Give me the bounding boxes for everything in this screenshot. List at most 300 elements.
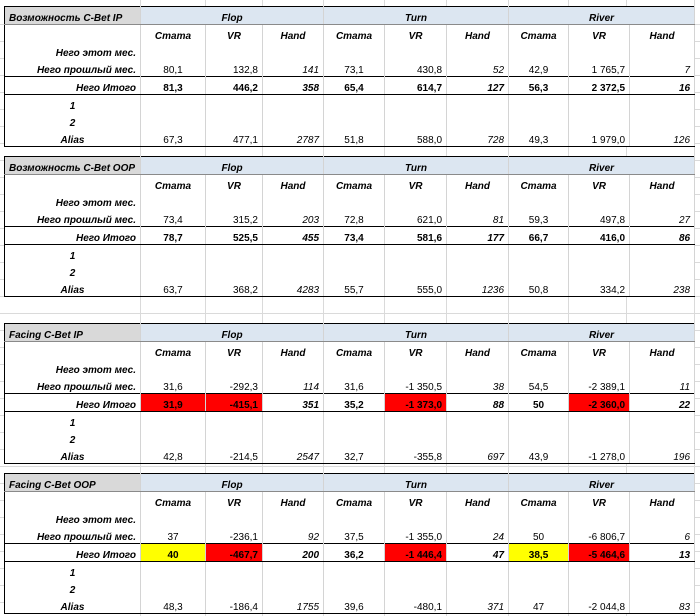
data-cell[interactable] — [206, 509, 263, 526]
data-cell[interactable]: 127 — [447, 77, 509, 95]
data-cell[interactable] — [263, 262, 324, 279]
data-cell[interactable]: 38 — [447, 376, 509, 394]
street-header[interactable]: Flop — [141, 474, 324, 492]
row-label[interactable]: 2 — [5, 429, 141, 446]
data-cell[interactable]: 27 — [630, 209, 695, 227]
data-cell[interactable]: -1 350,5 — [385, 376, 447, 394]
data-cell[interactable]: -236,1 — [206, 526, 263, 544]
data-cell[interactable]: 73,1 — [324, 59, 385, 77]
data-cell[interactable]: 47 — [447, 544, 509, 562]
subheader-hand[interactable]: Hand — [447, 342, 509, 360]
data-cell[interactable] — [447, 245, 509, 263]
street-header[interactable]: Flop — [141, 157, 324, 175]
data-cell[interactable]: 126 — [630, 129, 695, 147]
data-cell[interactable] — [630, 95, 695, 113]
data-cell[interactable]: 13 — [630, 544, 695, 562]
data-cell[interactable] — [324, 95, 385, 113]
data-cell[interactable]: 141 — [263, 59, 324, 77]
subheader-stata[interactable]: Стата — [509, 492, 569, 510]
data-cell[interactable] — [263, 579, 324, 596]
data-cell[interactable] — [569, 359, 630, 376]
data-cell[interactable]: 114 — [263, 376, 324, 394]
data-cell[interactable]: 4283 — [263, 279, 324, 297]
data-cell[interactable] — [447, 95, 509, 113]
data-cell[interactable]: -355,8 — [385, 446, 447, 464]
block-title[interactable]: Facing C-Bet OOP — [5, 474, 141, 492]
data-cell[interactable]: 92 — [263, 526, 324, 544]
subheader-hand[interactable]: Hand — [447, 175, 509, 193]
subheader-blank[interactable] — [5, 175, 141, 193]
data-cell[interactable] — [263, 412, 324, 430]
street-header[interactable]: Turn — [324, 7, 509, 25]
subheader-vr[interactable]: VR — [206, 175, 263, 193]
data-cell[interactable] — [324, 192, 385, 209]
data-cell[interactable]: -186,4 — [206, 596, 263, 614]
data-cell[interactable] — [509, 192, 569, 209]
data-cell[interactable] — [569, 245, 630, 263]
subheader-hand[interactable]: Hand — [447, 492, 509, 510]
data-cell[interactable] — [630, 562, 695, 580]
data-cell[interactable]: 40 — [141, 544, 206, 562]
data-cell[interactable]: 200 — [263, 544, 324, 562]
data-cell[interactable] — [447, 509, 509, 526]
row-label[interactable]: Него прошлый мес. — [5, 526, 141, 544]
data-cell[interactable] — [206, 245, 263, 263]
subheader-stata[interactable]: Стата — [141, 342, 206, 360]
data-cell[interactable]: 32,7 — [324, 446, 385, 464]
row-label[interactable]: Него Итого — [5, 77, 141, 95]
subheader-stata[interactable]: Стата — [324, 175, 385, 193]
street-header[interactable]: Turn — [324, 474, 509, 492]
data-cell[interactable]: 48,3 — [141, 596, 206, 614]
data-cell[interactable]: -2 360,0 — [569, 394, 630, 412]
data-cell[interactable]: -467,7 — [206, 544, 263, 562]
data-cell[interactable] — [324, 359, 385, 376]
data-cell[interactable] — [206, 42, 263, 59]
data-cell[interactable] — [630, 429, 695, 446]
data-cell[interactable] — [509, 112, 569, 129]
data-cell[interactable]: 50 — [509, 526, 569, 544]
data-cell[interactable] — [324, 245, 385, 263]
data-cell[interactable] — [447, 359, 509, 376]
street-header[interactable]: Flop — [141, 324, 324, 342]
data-cell[interactable]: 63,7 — [141, 279, 206, 297]
data-cell[interactable]: 67,3 — [141, 129, 206, 147]
subheader-hand[interactable]: Hand — [630, 175, 695, 193]
data-cell[interactable]: 81 — [447, 209, 509, 227]
subheader-hand[interactable]: Hand — [263, 175, 324, 193]
data-cell[interactable] — [141, 579, 206, 596]
data-cell[interactable] — [324, 562, 385, 580]
data-cell[interactable] — [385, 192, 447, 209]
data-cell[interactable] — [206, 412, 263, 430]
data-cell[interactable]: 73,4 — [324, 227, 385, 245]
subheader-vr[interactable]: VR — [385, 342, 447, 360]
data-cell[interactable] — [206, 262, 263, 279]
data-cell[interactable] — [206, 429, 263, 446]
subheader-vr[interactable]: VR — [385, 175, 447, 193]
row-label[interactable]: Alias — [5, 446, 141, 464]
data-cell[interactable] — [385, 112, 447, 129]
subheader-vr[interactable]: VR — [385, 492, 447, 510]
data-cell[interactable] — [141, 262, 206, 279]
data-cell[interactable]: 36,2 — [324, 544, 385, 562]
data-cell[interactable] — [569, 192, 630, 209]
data-cell[interactable] — [141, 245, 206, 263]
subheader-vr[interactable]: VR — [569, 342, 630, 360]
data-cell[interactable]: 39,6 — [324, 596, 385, 614]
subheader-stata[interactable]: Стата — [141, 175, 206, 193]
data-cell[interactable]: -1 355,0 — [385, 526, 447, 544]
data-cell[interactable]: 47 — [509, 596, 569, 614]
subheader-vr[interactable]: VR — [206, 492, 263, 510]
data-cell[interactable]: 54,5 — [509, 376, 569, 394]
data-cell[interactable] — [569, 95, 630, 113]
data-cell[interactable] — [324, 412, 385, 430]
data-cell[interactable] — [141, 359, 206, 376]
data-cell[interactable]: 42,8 — [141, 446, 206, 464]
data-cell[interactable] — [206, 579, 263, 596]
row-label[interactable]: 2 — [5, 262, 141, 279]
data-cell[interactable]: 477,1 — [206, 129, 263, 147]
street-header[interactable]: Flop — [141, 7, 324, 25]
data-cell[interactable] — [630, 579, 695, 596]
data-cell[interactable]: 7 — [630, 59, 695, 77]
data-cell[interactable]: 52 — [447, 59, 509, 77]
row-label[interactable]: Alias — [5, 129, 141, 147]
street-header[interactable]: River — [509, 7, 695, 25]
subheader-hand[interactable]: Hand — [630, 25, 695, 43]
data-cell[interactable]: 196 — [630, 446, 695, 464]
data-cell[interactable]: 50 — [509, 394, 569, 412]
subheader-vr[interactable]: VR — [569, 175, 630, 193]
subheader-stata[interactable]: Стата — [324, 492, 385, 510]
row-label[interactable]: 1 — [5, 245, 141, 263]
data-cell[interactable] — [324, 112, 385, 129]
data-cell[interactable]: 2787 — [263, 129, 324, 147]
subheader-vr[interactable]: VR — [569, 25, 630, 43]
data-cell[interactable]: 2547 — [263, 446, 324, 464]
data-cell[interactable] — [206, 95, 263, 113]
row-label[interactable]: Него прошлый мес. — [5, 209, 141, 227]
data-cell[interactable]: 38,5 — [509, 544, 569, 562]
data-cell[interactable] — [630, 412, 695, 430]
data-cell[interactable]: 728 — [447, 129, 509, 147]
data-cell[interactable]: 238 — [630, 279, 695, 297]
block-title[interactable]: Facing C-Bet IP — [5, 324, 141, 342]
stat-table — [4, 473, 695, 614]
data-cell[interactable]: 59,3 — [509, 209, 569, 227]
data-cell[interactable]: 588,0 — [385, 129, 447, 147]
data-cell[interactable]: 1236 — [447, 279, 509, 297]
data-cell[interactable] — [447, 412, 509, 430]
subheader-vr[interactable]: VR — [385, 25, 447, 43]
row-label[interactable]: Него прошлый мес. — [5, 59, 141, 77]
data-cell[interactable]: -480,1 — [385, 596, 447, 614]
data-cell[interactable] — [263, 95, 324, 113]
row-label[interactable]: 1 — [5, 95, 141, 113]
data-cell[interactable]: -1 373,0 — [385, 394, 447, 412]
data-cell[interactable]: 88 — [447, 394, 509, 412]
data-cell[interactable]: 31,9 — [141, 394, 206, 412]
data-cell[interactable] — [324, 579, 385, 596]
subheader-blank[interactable] — [5, 25, 141, 43]
data-cell[interactable]: 56,3 — [509, 77, 569, 95]
street-header[interactable]: River — [509, 474, 695, 492]
subheader-hand[interactable]: Hand — [630, 342, 695, 360]
data-cell[interactable] — [569, 412, 630, 430]
row-label[interactable]: Него этот мес. — [5, 359, 141, 376]
data-cell[interactable]: 31,6 — [141, 376, 206, 394]
data-cell[interactable]: 1 765,7 — [569, 59, 630, 77]
data-cell[interactable] — [263, 562, 324, 580]
data-cell[interactable]: 132,8 — [206, 59, 263, 77]
row-label[interactable]: Alias — [5, 279, 141, 297]
subheader-stata[interactable]: Стата — [509, 342, 569, 360]
subheader-vr[interactable]: VR — [206, 25, 263, 43]
data-cell[interactable]: 51,8 — [324, 129, 385, 147]
data-cell[interactable] — [630, 42, 695, 59]
subheader-hand[interactable]: Hand — [630, 492, 695, 510]
data-cell[interactable] — [385, 262, 447, 279]
data-cell[interactable]: 203 — [263, 209, 324, 227]
row-label[interactable]: 2 — [5, 112, 141, 129]
subheader-blank[interactable] — [5, 342, 141, 360]
data-cell[interactable] — [385, 42, 447, 59]
data-cell[interactable] — [206, 112, 263, 129]
subheader-hand[interactable]: Hand — [447, 25, 509, 43]
data-cell[interactable] — [509, 429, 569, 446]
row-label[interactable]: Него этот мес. — [5, 192, 141, 209]
data-cell[interactable]: 430,8 — [385, 59, 447, 77]
data-cell[interactable] — [385, 429, 447, 446]
data-cell[interactable]: 334,2 — [569, 279, 630, 297]
data-cell[interactable]: 80,1 — [141, 59, 206, 77]
data-cell[interactable] — [385, 412, 447, 430]
data-cell[interactable]: 446,2 — [206, 77, 263, 95]
data-cell[interactable] — [141, 112, 206, 129]
data-cell[interactable]: -2 044,8 — [569, 596, 630, 614]
data-cell[interactable] — [509, 359, 569, 376]
subheader-stata[interactable]: Стата — [141, 492, 206, 510]
subheader-stata[interactable]: Стата — [324, 25, 385, 43]
data-cell[interactable] — [509, 509, 569, 526]
data-cell[interactable] — [569, 579, 630, 596]
data-cell[interactable]: 455 — [263, 227, 324, 245]
data-cell[interactable]: 416,0 — [569, 227, 630, 245]
data-cell[interactable] — [569, 429, 630, 446]
row-label[interactable]: 1 — [5, 412, 141, 430]
street-header[interactable]: Turn — [324, 157, 509, 175]
data-cell[interactable]: -2 389,1 — [569, 376, 630, 394]
row-label[interactable]: 2 — [5, 579, 141, 596]
data-cell[interactable] — [447, 192, 509, 209]
row-label[interactable]: Alias — [5, 596, 141, 614]
data-cell[interactable] — [509, 412, 569, 430]
data-cell[interactable] — [141, 509, 206, 526]
data-cell[interactable] — [324, 429, 385, 446]
data-cell[interactable]: 81,3 — [141, 77, 206, 95]
data-cell[interactable] — [141, 42, 206, 59]
data-cell[interactable]: 497,8 — [569, 209, 630, 227]
data-cell[interactable] — [569, 112, 630, 129]
data-cell[interactable]: 83 — [630, 596, 695, 614]
data-cell[interactable]: 50,8 — [509, 279, 569, 297]
data-cell[interactable] — [509, 262, 569, 279]
data-cell[interactable] — [569, 262, 630, 279]
data-cell[interactable] — [630, 245, 695, 263]
data-cell[interactable] — [385, 95, 447, 113]
data-cell[interactable] — [447, 579, 509, 596]
data-cell[interactable] — [447, 562, 509, 580]
data-cell[interactable]: 358 — [263, 77, 324, 95]
table-row — [5, 77, 695, 95]
street-header[interactable]: Turn — [324, 324, 509, 342]
data-cell[interactable]: 177 — [447, 227, 509, 245]
data-cell[interactable]: 368,2 — [206, 279, 263, 297]
subheader-hand[interactable]: Hand — [263, 492, 324, 510]
table-row — [5, 359, 695, 376]
data-cell[interactable] — [141, 95, 206, 113]
row-label[interactable]: Него этот мес. — [5, 42, 141, 59]
data-cell[interactable]: 43,9 — [509, 446, 569, 464]
data-cell[interactable]: 371 — [447, 596, 509, 614]
subheader-hand[interactable]: Hand — [263, 25, 324, 43]
data-cell[interactable] — [630, 112, 695, 129]
row-label[interactable]: Него этот мес. — [5, 509, 141, 526]
data-cell[interactable] — [263, 192, 324, 209]
data-cell[interactable]: 6 — [630, 526, 695, 544]
data-cell[interactable]: -1 446,4 — [385, 544, 447, 562]
street-header[interactable]: River — [509, 324, 695, 342]
subheader-stata[interactable]: Стата — [324, 342, 385, 360]
data-cell[interactable] — [206, 359, 263, 376]
data-cell[interactable]: 42,9 — [509, 59, 569, 77]
row-label[interactable]: Него Итого — [5, 544, 141, 562]
data-cell[interactable]: -1 278,0 — [569, 446, 630, 464]
data-cell[interactable] — [447, 429, 509, 446]
data-cell[interactable] — [447, 112, 509, 129]
data-cell[interactable]: 73,4 — [141, 209, 206, 227]
data-cell[interactable]: 1755 — [263, 596, 324, 614]
data-cell[interactable] — [509, 579, 569, 596]
data-cell[interactable] — [263, 245, 324, 263]
data-cell[interactable]: 621,0 — [385, 209, 447, 227]
data-cell[interactable]: 55,7 — [324, 279, 385, 297]
data-cell[interactable]: 24 — [447, 526, 509, 544]
data-cell[interactable] — [385, 359, 447, 376]
data-cell[interactable] — [569, 509, 630, 526]
data-cell[interactable]: 525,5 — [206, 227, 263, 245]
data-cell[interactable] — [630, 359, 695, 376]
data-cell[interactable]: 351 — [263, 394, 324, 412]
row-label[interactable]: 1 — [5, 562, 141, 580]
row-label[interactable]: Него прошлый мес. — [5, 376, 141, 394]
data-cell[interactable] — [263, 112, 324, 129]
subheader-stata[interactable]: Стата — [141, 25, 206, 43]
data-cell[interactable] — [263, 359, 324, 376]
subheader-hand[interactable]: Hand — [263, 342, 324, 360]
data-cell[interactable]: 11 — [630, 376, 695, 394]
row-label[interactable]: Него Итого — [5, 227, 141, 245]
data-cell[interactable]: 581,6 — [385, 227, 447, 245]
data-cell[interactable] — [630, 192, 695, 209]
data-cell[interactable] — [324, 42, 385, 59]
data-cell[interactable] — [385, 562, 447, 580]
data-cell[interactable] — [385, 245, 447, 263]
subheader-stata[interactable]: Стата — [509, 25, 569, 43]
data-cell[interactable] — [385, 509, 447, 526]
data-cell[interactable] — [324, 509, 385, 526]
data-cell[interactable] — [141, 429, 206, 446]
data-cell[interactable]: 78,7 — [141, 227, 206, 245]
data-cell[interactable] — [324, 262, 385, 279]
row-label[interactable]: Него Итого — [5, 394, 141, 412]
data-cell[interactable]: -292,3 — [206, 376, 263, 394]
data-cell[interactable] — [385, 579, 447, 596]
data-cell[interactable]: 37 — [141, 526, 206, 544]
data-cell[interactable]: 49,3 — [509, 129, 569, 147]
data-cell[interactable]: 35,2 — [324, 394, 385, 412]
data-cell[interactable]: -5 464,6 — [569, 544, 630, 562]
data-cell[interactable] — [447, 42, 509, 59]
data-cell[interactable]: 86 — [630, 227, 695, 245]
data-cell[interactable]: 22 — [630, 394, 695, 412]
data-cell[interactable]: 2 372,5 — [569, 77, 630, 95]
street-header[interactable]: River — [509, 157, 695, 175]
data-cell[interactable]: -6 806,7 — [569, 526, 630, 544]
data-cell[interactable] — [263, 509, 324, 526]
data-cell[interactable] — [630, 262, 695, 279]
data-cell[interactable]: 31,6 — [324, 376, 385, 394]
data-cell[interactable]: 614,7 — [385, 77, 447, 95]
block-title[interactable]: Возможность C-Bet OOP — [5, 157, 141, 175]
data-cell[interactable] — [630, 509, 695, 526]
subheader-vr[interactable]: VR — [569, 492, 630, 510]
data-cell[interactable]: -415,1 — [206, 394, 263, 412]
data-cell[interactable]: 315,2 — [206, 209, 263, 227]
data-cell[interactable] — [509, 245, 569, 263]
table-row — [5, 446, 695, 464]
data-cell[interactable]: 16 — [630, 77, 695, 95]
data-cell[interactable]: 72,8 — [324, 209, 385, 227]
data-cell[interactable] — [509, 95, 569, 113]
data-cell[interactable] — [206, 192, 263, 209]
data-cell[interactable]: 555,0 — [385, 279, 447, 297]
data-cell[interactable]: 66,7 — [509, 227, 569, 245]
data-cell[interactable] — [206, 562, 263, 580]
data-cell[interactable]: 697 — [447, 446, 509, 464]
data-cell[interactable] — [509, 42, 569, 59]
data-cell[interactable] — [569, 562, 630, 580]
data-cell[interactable] — [447, 262, 509, 279]
data-cell[interactable]: 1 979,0 — [569, 129, 630, 147]
data-cell[interactable]: -214,5 — [206, 446, 263, 464]
data-cell[interactable]: 65,4 — [324, 77, 385, 95]
subheader-vr[interactable]: VR — [206, 342, 263, 360]
data-cell[interactable] — [509, 562, 569, 580]
data-cell[interactable] — [141, 192, 206, 209]
data-cell[interactable] — [141, 562, 206, 580]
data-cell[interactable] — [569, 42, 630, 59]
data-cell[interactable] — [141, 412, 206, 430]
block-title[interactable]: Возможность C-Bet IP — [5, 7, 141, 25]
data-cell[interactable] — [263, 42, 324, 59]
subheader-stata[interactable]: Стата — [509, 175, 569, 193]
subheader-blank[interactable] — [5, 492, 141, 510]
data-cell[interactable]: 37,5 — [324, 526, 385, 544]
data-cell[interactable] — [263, 429, 324, 446]
